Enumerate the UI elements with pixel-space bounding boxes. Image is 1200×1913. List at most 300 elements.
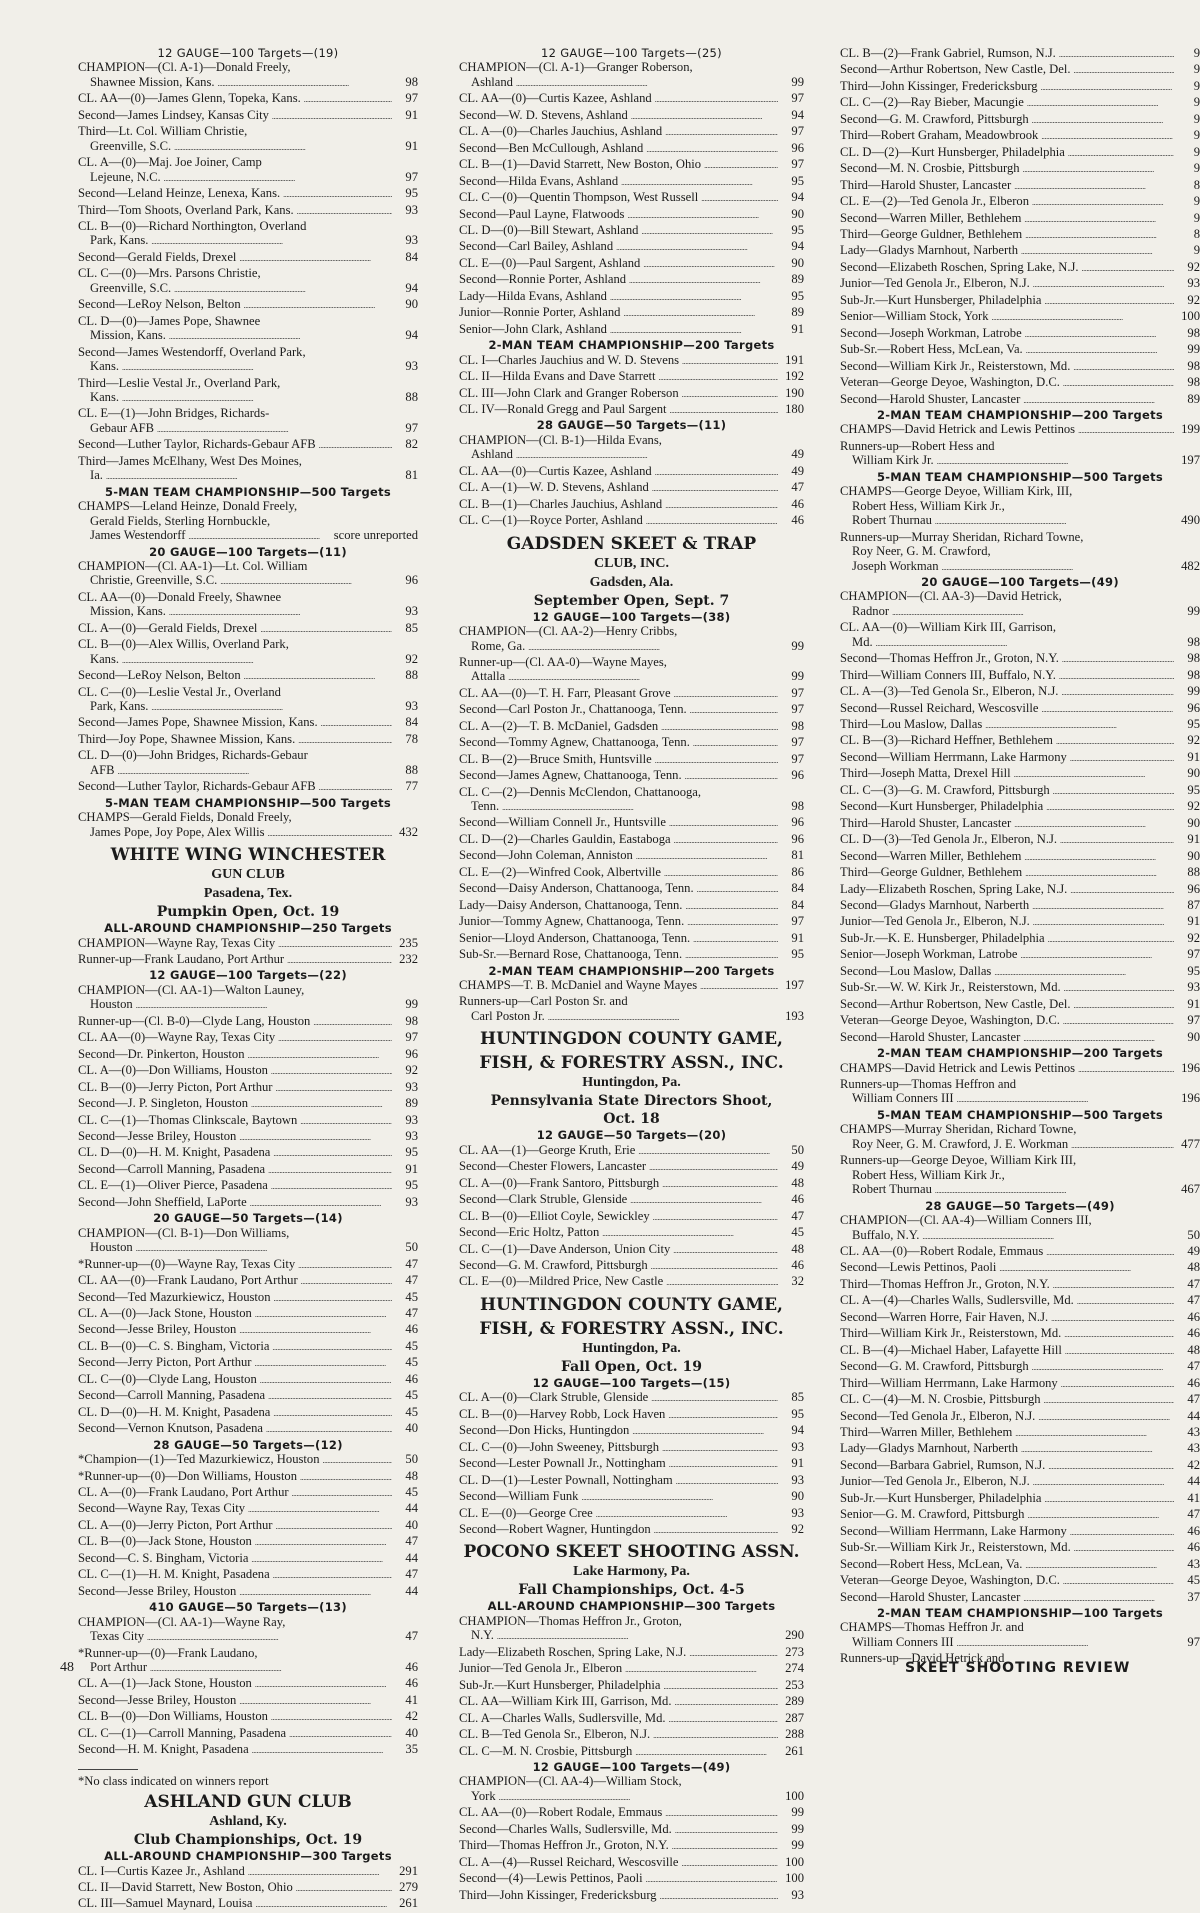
result-score: 47 <box>392 1629 418 1643</box>
dot-leader <box>1061 1326 1174 1342</box>
result-line <box>78 345 418 359</box>
dot-leader <box>578 1489 778 1505</box>
result-row <box>840 1635 1200 1651</box>
result-score: 97 <box>778 735 804 749</box>
result-score: 90 <box>392 297 418 311</box>
dot-leader <box>253 1896 392 1912</box>
result-score: 97 <box>778 91 804 105</box>
dot-leader <box>1065 145 1174 161</box>
result-text: CL. C—(1)—Royce Porter, Ashland <box>459 513 643 527</box>
dot-leader <box>289 1485 392 1501</box>
result-text: CL. B—Ted Genola Sr., Elberon, N.J. <box>459 1727 650 1741</box>
dot-leader <box>651 1522 778 1538</box>
result-text: York <box>471 1789 496 1803</box>
result-row <box>840 1425 1200 1441</box>
dot-leader <box>1022 326 1174 342</box>
result-line <box>840 1620 1200 1634</box>
result-score: 97 <box>392 421 418 435</box>
club-subtitle: Gadsden, Ala. <box>459 573 804 592</box>
result-text: Greenville, S.C. <box>90 139 171 153</box>
dot-leader <box>919 1228 1174 1244</box>
dot-leader <box>669 1838 778 1854</box>
result-text: Shawnee Mission, Kans. <box>90 75 215 89</box>
result-row <box>459 1661 804 1677</box>
dot-leader <box>275 936 392 952</box>
result-text: Second—Carroll Manning, Pasadena <box>78 1162 265 1176</box>
club-subtitle: Ashland, Ky. <box>78 1812 418 1831</box>
result-text: Third—Tom Shoots, Overland Park, Kans. <box>78 203 294 217</box>
result-score: 48 <box>1174 1343 1200 1357</box>
result-row <box>459 1744 804 1760</box>
dot-leader <box>1011 816 1174 832</box>
dot-leader <box>954 1635 1174 1651</box>
result-row <box>840 1458 1200 1474</box>
event-heading: 2-MAN TEAM CHAMPIONSHIP—100 Targets <box>840 1606 1200 1620</box>
event-heading: 5-MAN TEAM CHAMPIONSHIP—500 Targets <box>840 1108 1200 1122</box>
dot-leader <box>932 1182 1174 1198</box>
result-text: Third—Warren Miller, Bethlehem <box>840 1425 1012 1439</box>
result-score: 100 <box>778 1855 804 1869</box>
event-heading: 20 GAUGE—50 Targets—(14) <box>78 1211 418 1225</box>
result-score: 490 <box>1174 513 1200 527</box>
result-score: 95 <box>778 223 804 237</box>
result-score: 98 <box>392 1014 418 1028</box>
result-score: 45 <box>392 1339 418 1353</box>
result-text: CL. C—(1)—Thomas Clinkscale, Baytown <box>78 1113 297 1127</box>
result-score: 46 <box>1174 1524 1200 1538</box>
result-score: 290 <box>778 1628 804 1642</box>
dot-leader <box>667 402 778 418</box>
dot-leader <box>148 699 392 715</box>
result-text: Rome, Ga. <box>471 639 525 653</box>
result-text: CL. AA—(0)—Robert Rodale, Emmaus <box>459 1805 662 1819</box>
result-row <box>459 513 804 529</box>
result-score: 190 <box>778 386 804 400</box>
page-number: 48 <box>60 1660 74 1676</box>
result-text: CL. B—(3)—Richard Heffner, Bethlehem <box>840 733 1053 747</box>
result-text: CL. D—(0)—H. M. Knight, Pasadena <box>78 1145 270 1159</box>
dot-leader <box>666 815 778 831</box>
result-score: 37 <box>1174 1590 1200 1604</box>
result-score: 274 <box>778 1661 804 1675</box>
dot-leader <box>1071 62 1175 78</box>
dot-leader <box>286 1726 392 1742</box>
result-text: Tenn. <box>471 799 499 813</box>
result-text: CHAMPS—David Hetrick and Lewis Pettinos <box>840 1061 1075 1075</box>
result-text: Junior—Ronnie Porter, Ashland <box>459 305 620 319</box>
result-row <box>459 91 804 107</box>
result-row <box>840 276 1200 292</box>
result-row <box>78 699 418 715</box>
result-text: Second—John Sheffield, LaPorte <box>78 1195 247 1209</box>
result-row <box>459 239 804 255</box>
result-score: 46 <box>392 1372 418 1386</box>
dot-leader <box>270 1567 392 1583</box>
result-row <box>459 256 804 272</box>
dot-leader <box>269 1339 392 1355</box>
result-text: James Westendorff <box>90 528 185 542</box>
result-score: 47 <box>1174 1507 1200 1521</box>
dot-leader <box>672 1822 778 1838</box>
result-row <box>78 1257 418 1273</box>
result-row <box>459 1855 804 1871</box>
result-row <box>78 732 418 748</box>
result-row <box>459 1822 804 1838</box>
result-row <box>459 353 804 369</box>
club-title: POCONO SKEET SHOOTING ASSN. <box>459 1542 804 1562</box>
dot-leader <box>593 1506 778 1522</box>
result-text: CHAMPS—T. B. McDaniel and Wayne Mayes <box>459 978 697 992</box>
result-text: Second—W. D. Stevens, Ashland <box>459 108 628 122</box>
result-row <box>459 735 804 751</box>
result-text: Second—Robert Hess, McLean, Va. <box>840 1557 1022 1571</box>
result-text: Runners-up—George Deyoe, William Kirk III, <box>840 1153 1076 1167</box>
result-text: CHAMPS—Leland Heinze, Donald Freely, <box>78 499 297 513</box>
result-score: 98 <box>1174 635 1200 649</box>
result-text: CL. A—(0)—Charles Jauchius, Ashland <box>459 124 662 138</box>
result-score: 98 <box>1174 359 1200 373</box>
result-line <box>78 155 418 169</box>
dot-leader <box>236 250 392 266</box>
result-score: 91 <box>778 931 804 945</box>
result-score: 48 <box>778 1176 804 1190</box>
dot-leader <box>295 1257 392 1273</box>
result-text: Sub-Jr.—Kurt Hunsberger, Philadelphia <box>459 1678 660 1692</box>
result-row <box>840 227 1200 243</box>
result-row <box>459 447 804 463</box>
result-text: Senior—William Stock, York <box>840 309 989 323</box>
result-score: 291 <box>392 1864 418 1878</box>
dot-leader <box>185 528 329 544</box>
dot-leader <box>1059 651 1174 667</box>
result-row <box>78 1880 418 1896</box>
dot-leader <box>666 1711 778 1727</box>
result-score: 97 <box>778 914 804 928</box>
result-text: CL. C—(1)—Carroll Manning, Pasadena <box>78 1726 286 1740</box>
result-text: Third—Robert Graham, Meadowbrook <box>840 128 1038 142</box>
result-row <box>459 978 804 994</box>
club-title: ASHLAND GUN CLUB <box>78 1792 418 1812</box>
result-text: Second—H. M. Knight, Pasadena <box>78 1742 249 1756</box>
result-score: 9 <box>1174 95 1200 109</box>
result-score: 81 <box>392 468 418 482</box>
result-score: 90 <box>1174 766 1200 780</box>
result-row <box>840 161 1200 177</box>
result-score: 91 <box>778 322 804 336</box>
result-row <box>840 914 1200 930</box>
result-row <box>459 1274 804 1290</box>
result-text: Junior—Ted Genola Jr., Elberon, N.J. <box>840 914 1030 928</box>
result-text: Houston <box>90 1240 133 1254</box>
result-row <box>78 108 418 124</box>
dot-leader <box>133 997 392 1013</box>
result-score: 96 <box>1174 882 1200 896</box>
dot-leader <box>934 453 1174 469</box>
result-line <box>840 1213 1200 1227</box>
dot-leader <box>652 464 778 480</box>
result-score: 44 <box>392 1551 418 1565</box>
result-text: Sub-Sr.—Robert Hess, McLean, Va. <box>840 342 1023 356</box>
dot-leader <box>1011 766 1174 782</box>
dot-leader <box>103 468 392 484</box>
result-score: 47 <box>392 1306 418 1320</box>
result-text: CHAMPION—(Cl. A-1)—Granger Roberson, <box>459 60 693 74</box>
dot-leader <box>679 353 778 369</box>
result-row <box>459 157 804 173</box>
dot-leader <box>1012 1425 1174 1441</box>
result-text: Sub-Jr.—K. E. Hunsberger, Philadelphia <box>840 931 1045 945</box>
result-row <box>78 763 418 779</box>
result-text: Third—John Kissinger, Fredericksburg <box>840 79 1038 93</box>
result-row <box>78 1355 418 1371</box>
dot-leader <box>1056 668 1174 684</box>
result-score: 91 <box>392 108 418 122</box>
result-text: Second—Vernon Knutson, Pasadena <box>78 1421 263 1435</box>
result-row <box>840 651 1200 667</box>
result-score: 477 <box>1174 1137 1200 1151</box>
dot-leader <box>1022 1557 1174 1573</box>
dot-leader <box>252 1355 393 1371</box>
dot-leader <box>171 281 392 297</box>
result-text: Park, Kans. <box>90 699 148 713</box>
result-score: 99 <box>778 639 804 653</box>
dot-leader <box>652 752 778 768</box>
result-text: Kans. <box>90 359 119 373</box>
dot-leader <box>661 865 778 881</box>
result-row <box>78 668 418 684</box>
dot-leader <box>119 652 392 668</box>
result-text: CL. C—(0)—Clyde Lang, Houston <box>78 1372 257 1386</box>
result-score: 96 <box>778 815 804 829</box>
result-score: 50 <box>392 1240 418 1254</box>
event-heading: 12 GAUGE—100 Targets—(38) <box>459 610 804 624</box>
result-text: Second—LeRoy Nelson, Belton <box>78 668 241 682</box>
dot-leader <box>133 1240 392 1256</box>
result-text: *Runner-up—(0)—Frank Laudano, <box>78 1646 258 1660</box>
dot-leader <box>1029 898 1174 914</box>
result-score: 45 <box>778 1225 804 1239</box>
result-row <box>459 1192 804 1208</box>
result-row <box>840 1343 1200 1359</box>
dot-leader <box>257 1372 392 1388</box>
result-score: 91 <box>1174 832 1200 846</box>
result-score: 91 <box>1174 997 1200 1011</box>
result-text: Second—Russel Reichard, Wescosville <box>840 701 1038 715</box>
result-score: 99 <box>778 669 804 683</box>
dot-leader <box>690 735 778 751</box>
result-score: 89 <box>1174 392 1200 406</box>
result-row <box>459 1009 804 1025</box>
result-text: Second—Daisy Anderson, Chattanooga, Tenn. <box>459 881 694 895</box>
result-text: CL. E—(0)—George Cree <box>459 1506 593 1520</box>
result-row <box>78 1047 418 1063</box>
result-text: Third—Joy Pope, Shawnee Mission, Kans. <box>78 732 295 746</box>
result-line <box>78 314 418 328</box>
result-row <box>840 701 1200 717</box>
club-subtitle: Huntingdon, Pa. <box>459 1073 804 1092</box>
dot-leader <box>607 289 778 305</box>
result-text: N.Y. <box>471 1628 494 1642</box>
result-row <box>840 816 1200 832</box>
result-score: 9 <box>1174 161 1200 175</box>
dot-leader <box>989 309 1174 325</box>
result-score: 287 <box>778 1711 804 1725</box>
result-text: CHAMPS—Gerald Fields, Donald Freely, <box>78 810 292 824</box>
result-score: 48 <box>392 1469 418 1483</box>
result-line <box>78 266 418 280</box>
result-line <box>840 620 1200 634</box>
result-text: Texas City <box>90 1629 144 1643</box>
dot-leader <box>298 1273 392 1289</box>
result-text: Second—James Westendorff, Overland Park, <box>78 345 306 359</box>
result-text: CL. D—(0)—John Bridges, Richards-Gebaur <box>78 748 308 762</box>
result-text: Second—Jesse Briley, Houston <box>78 1322 236 1336</box>
result-row <box>78 604 418 620</box>
result-text: Lady—Gladys Marnhout, Narberth <box>840 1441 1018 1455</box>
result-score: 45 <box>392 1290 418 1304</box>
result-score: 232 <box>392 952 418 966</box>
result-text: CL. E—(2)—Winfred Cook, Albertville <box>459 865 661 879</box>
result-score: 98 <box>778 799 804 813</box>
result-text: Runner-up—Frank Laudano, Port Arthur <box>78 952 284 966</box>
dot-leader <box>310 1014 392 1030</box>
result-text: Second—Arthur Robertson, New Castle, Del. <box>840 62 1071 76</box>
result-text: CL. AA—(0)—Wayne Ray, Texas City <box>78 1030 275 1044</box>
result-row <box>459 386 804 402</box>
result-text: Third—Thomas Heffron Jr., Groton, N.Y. <box>459 1838 669 1852</box>
result-score: 88 <box>1174 865 1200 879</box>
dot-leader <box>280 186 392 202</box>
dot-leader <box>633 848 778 864</box>
result-text: *Runner-up—(0)—Wayne Ray, Texas City <box>78 1257 295 1271</box>
result-score: 49 <box>778 464 804 478</box>
result-text: Second—Charles Walls, Sudlersville, Md. <box>459 1822 672 1836</box>
dot-leader <box>269 108 392 124</box>
result-row <box>78 1896 418 1912</box>
result-row <box>459 272 804 288</box>
result-score: 97 <box>778 157 804 171</box>
event-heading: 2-MAN TEAM CHAMPIONSHIP—200 Targets <box>840 408 1200 422</box>
result-text: CL. AA—(0)—Curtis Kazee, Ashland <box>459 91 652 105</box>
dot-leader <box>293 1880 392 1896</box>
result-text: CL. B—(0)—Jack Stone, Houston <box>78 1534 252 1548</box>
result-row <box>78 715 418 731</box>
dot-leader <box>1071 997 1175 1013</box>
result-row <box>840 1293 1200 1309</box>
result-score: 9 <box>1174 128 1200 142</box>
footnote <box>78 1769 138 1788</box>
result-score: 100 <box>778 1789 804 1803</box>
result-score: 95 <box>778 947 804 961</box>
result-row <box>459 480 804 496</box>
result-score: 9 <box>1174 145 1200 159</box>
result-text: Second—Eric Holtz, Patton <box>459 1225 599 1239</box>
result-row <box>459 881 804 897</box>
result-text: Kans. <box>90 390 119 404</box>
dot-leader <box>613 239 778 255</box>
result-row <box>78 1240 418 1256</box>
result-text: CL. E—(0)—Paul Sargent, Ashland <box>459 256 640 270</box>
result-row <box>459 815 804 831</box>
dot-leader <box>663 1274 778 1290</box>
result-line <box>78 1646 418 1660</box>
event-title: September Open, Sept. 7 <box>459 592 804 610</box>
result-score: 91 <box>392 1162 418 1176</box>
result-score: 47 <box>392 1273 418 1287</box>
result-text: Second—William Funk <box>459 1489 578 1503</box>
result-score: 253 <box>778 1678 804 1692</box>
event-title: Oct. 18 <box>459 1110 804 1128</box>
event-heading: 12 GAUGE—100 Targets—(25) <box>459 46 804 60</box>
result-row <box>840 1376 1200 1392</box>
result-text: CL. C—(2)—Dennis McClendon, Chattanooga, <box>459 785 701 799</box>
dot-leader <box>662 497 778 513</box>
result-row <box>78 1339 418 1355</box>
event-heading: 12 GAUGE—100 Targets—(19) <box>78 46 418 60</box>
result-line <box>840 530 1200 544</box>
result-text: Second—LeRoy Nelson, Belton <box>78 297 241 311</box>
dot-leader <box>682 768 778 784</box>
result-score: 90 <box>778 256 804 270</box>
result-score: 93 <box>392 233 418 247</box>
result-row <box>78 139 418 155</box>
dot-leader <box>236 1322 392 1338</box>
result-text: Junior—Ted Genola Jr., Elberon <box>459 1661 622 1675</box>
result-row <box>78 390 418 406</box>
dot-leader <box>939 559 1174 575</box>
result-score: 9 <box>1174 112 1200 126</box>
result-row <box>459 752 804 768</box>
dot-leader <box>171 139 392 155</box>
result-line <box>459 785 804 799</box>
result-text: Christie, Greenville, S.C. <box>90 573 217 587</box>
event-title: Pennsylvania State Directors Shoot, <box>459 1092 804 1110</box>
result-text: CL. C—(0)—Quentin Thompson, West Russell <box>459 190 698 204</box>
result-row <box>840 1409 1200 1425</box>
club-subtitle: CLUB, INC. <box>459 554 804 573</box>
result-text: CL. A—(4)—Charles Walls, Sudlersville, Md. <box>840 1293 1074 1307</box>
result-text: Junior—Ted Genola Jr., Elberon, N.J. <box>840 1474 1030 1488</box>
result-row <box>840 997 1200 1013</box>
result-score: 50 <box>778 1143 804 1157</box>
dot-leader <box>607 322 778 338</box>
dot-leader <box>268 1178 392 1194</box>
result-text: CL. D—(0)—James Pope, Shawnee <box>78 314 260 328</box>
event-title: Fall Open, Oct. 19 <box>459 1358 804 1376</box>
dot-leader <box>294 203 392 219</box>
result-row <box>840 1573 1200 1589</box>
result-row <box>840 684 1200 700</box>
result-row <box>78 1273 418 1289</box>
result-score: 40 <box>392 1518 418 1532</box>
result-score: 197 <box>778 978 804 992</box>
dot-leader <box>1011 178 1174 194</box>
result-text: CHAMPION—(Cl. AA-3)—David Hetrick, <box>840 589 1062 603</box>
result-text: Third—George Guldner, Bethlehem <box>840 865 1022 879</box>
result-text: Lady—Daisy Anderson, Chattanooga, Tenn. <box>459 898 682 912</box>
result-row <box>840 1244 1200 1260</box>
result-text: Second—Carl Bailey, Ashland <box>459 239 613 253</box>
result-score: 46 <box>1174 1310 1200 1324</box>
result-row <box>840 128 1200 144</box>
result-text: Second—James Pope, Shawnee Mission, Kans. <box>78 715 318 729</box>
result-text: Junior—Tommy Agnew, Chattanooga, Tenn. <box>459 914 684 928</box>
result-text: Runners-up—Carl Poston Sr. and <box>459 994 628 1008</box>
result-score: 91 <box>392 139 418 153</box>
result-score: 99 <box>778 1805 804 1819</box>
dot-leader <box>1043 1244 1174 1260</box>
event-heading: ALL-AROUND CHAMPIONSHIP—300 Targets <box>459 1599 804 1613</box>
